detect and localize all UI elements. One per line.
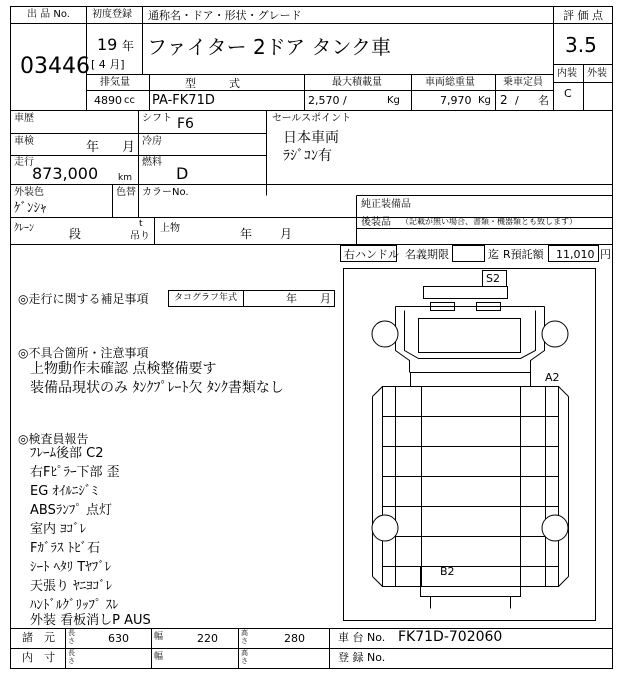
crane-stage-unit: 段 (69, 227, 82, 241)
gross-weight-unit: Kg (478, 95, 491, 106)
defects-title: ◎不具合箇所・注意事項 (18, 346, 149, 360)
height-label: 高さ (241, 629, 248, 645)
damage-mark-b2: B2 (440, 565, 455, 578)
capacity-value: 2 (500, 93, 508, 107)
crane-ton-unit: t (139, 219, 143, 229)
width-label: 幅 (154, 632, 164, 642)
tachograph-year-unit: 年 (286, 292, 297, 305)
aftermarket-note: （記載が無い場合、書類・機器類とも致します） (401, 217, 577, 226)
inspector-item-4: ABSﾗﾝﾌﾟ 点灯 (30, 503, 112, 518)
dimensions-label: 諸 元 (22, 631, 55, 644)
damage-mark-s2: S2 (486, 272, 500, 285)
sales-point-label: セールスポイント (272, 113, 352, 124)
capacity-label: 乗車定員 (503, 77, 543, 88)
capacity-unit: 名 (538, 94, 549, 107)
inspector-item-5: 室内 ﾖｺﾞﾚ (30, 522, 87, 537)
mileage-value: 873,000 (32, 164, 99, 183)
color-change-label: 色替 (116, 187, 136, 198)
model-type-value: PA-FK71D (152, 93, 215, 108)
registration-year-unit: 年 (122, 39, 135, 53)
supplement-title: ◎走行に関する補足事項 (18, 292, 149, 306)
upper-body-label: 上物 (160, 223, 180, 234)
lot-number: 03446 (20, 54, 90, 79)
lot-number-label: 出 品 No. (27, 9, 70, 20)
inspector-item-7: ｼｰﾄ ﾍﾀﾘ Tﾔﾌﾞﾚ (30, 560, 112, 575)
crane-hoist-unit: 吊り (130, 231, 150, 242)
steering-badge: 右ハンドル (344, 248, 399, 261)
displacement-unit: cc (124, 95, 135, 106)
truck-wheels (372, 321, 568, 541)
inspector-item-8: 天張り ﾔﾆﾖｺﾞﾚ (30, 579, 113, 594)
tachograph-month-unit: 月 (320, 292, 331, 305)
interior-dims-label: 内 寸 (22, 651, 55, 664)
fuel-value: D (176, 164, 189, 183)
score-value: 3.5 (565, 33, 597, 57)
inspection-month-unit: 月 (122, 140, 136, 155)
interior-grade-label: 内装 (557, 68, 577, 79)
registration-year: 19 (97, 35, 118, 54)
aircon-label: 冷房 (142, 136, 162, 147)
aftermarket-label: 後装品 (361, 217, 391, 228)
upper-month-unit: 月 (280, 227, 293, 241)
model-type-label: 型 式 (185, 77, 240, 90)
model-header-label: 通称名・ドア・形状・グレード (148, 9, 302, 22)
length-label: 長さ (68, 629, 75, 645)
crane-label: ｸﾚｰﾝ (14, 223, 34, 234)
inspector-item-10: 外装 看板消しP AUS (30, 613, 151, 628)
inspector-item-1: ﾌﾚｰﾑ後部 C2 (30, 446, 104, 461)
width-value: 220 (197, 632, 218, 645)
inspection-year-unit: 年 (86, 140, 100, 155)
genuine-equipment-label: 純正装備品 (361, 199, 411, 210)
fuel-label: 燃料 (142, 157, 162, 168)
inspector-item-6: Fｶﾞﾗｽ ﾄﾋﾞ石 (30, 541, 101, 556)
inspector-item-9: ﾊﾝﾄﾞﾙｸﾞﾘｯﾌﾟ ｽﾚ (30, 598, 119, 613)
displacement-label: 排気量 (100, 77, 130, 88)
recycle-deposit-label: R預託額 (503, 248, 544, 261)
max-load-label: 最大積載量 (332, 77, 382, 88)
defect-2: 装備品現状のみ ﾀﾝｸﾌﾟﾚｰﾄ欠 ﾀﾝｸ書類なし (30, 380, 284, 396)
capacity-separator: / (515, 94, 519, 107)
max-load-value: 2,570 (308, 94, 340, 107)
inspection-label: 車検 (14, 136, 34, 147)
chassis-no-label: 車 台 No. (338, 631, 386, 644)
inspector-item-2: 右Fﾋﾟﾗｰ下部 歪 (30, 465, 120, 480)
sales-point-1: 日本車両 (283, 130, 339, 146)
mileage-label: 走行 (14, 157, 34, 168)
recycle-deposit-value: 11,010 (556, 248, 595, 261)
registration-month: [ 4 月] (91, 58, 125, 71)
mileage-unit: km (118, 173, 132, 183)
sales-point-2: ﾗｼﾞｺﾝ有 (283, 148, 332, 164)
upper-year-unit: 年 (240, 227, 253, 241)
inspector-item-3: EG ｵｲﾙﾆｼﾞﾐ (30, 484, 98, 499)
interior-height-label: 高さ (241, 649, 248, 665)
exterior-grade-label: 外装 (587, 68, 607, 79)
exterior-color-value: ｹﾞﾝｼｬ (14, 201, 47, 216)
tachograph-label: タコグラフ年式 (174, 293, 238, 303)
defect-1: 上物動作未確認 点検整備要す (30, 361, 217, 377)
shift-label: シフト (142, 113, 172, 124)
color-code-label: カラーNo. (142, 187, 189, 198)
height-value: 280 (284, 632, 305, 645)
inspector-title: ◎検査員報告 (18, 432, 89, 446)
interior-width-label: 幅 (154, 652, 164, 662)
shift-value: F6 (177, 116, 194, 132)
history-label: 車歴 (14, 113, 34, 124)
first-registration-label: 初度登録 (92, 9, 132, 20)
gross-weight-value: 7,970 (440, 94, 472, 107)
damage-mark-a2: A2 (545, 371, 560, 384)
gross-weight-label: 車両総重量 (425, 77, 475, 88)
vehicle-name: ファイター 2ドア タンク車 (147, 35, 392, 59)
registration-no-label: 登 録 No. (338, 651, 386, 664)
displacement-value: 4890 (94, 94, 122, 107)
exterior-color-label: 外装色 (14, 187, 44, 198)
interior-grade-value: C (564, 87, 572, 100)
max-load-separator: / (343, 94, 347, 107)
score-label: 評 価 点 (563, 9, 603, 22)
max-load-unit: Kg (387, 95, 400, 106)
length-value: 630 (108, 632, 129, 645)
plate-expiry-label: 名義期限 (405, 248, 449, 261)
until-label: 迄 (488, 248, 499, 261)
yen-unit: 円 (600, 248, 611, 261)
chassis-no-value: FK71D-702060 (398, 629, 503, 645)
interior-length-label: 長さ (68, 649, 75, 665)
